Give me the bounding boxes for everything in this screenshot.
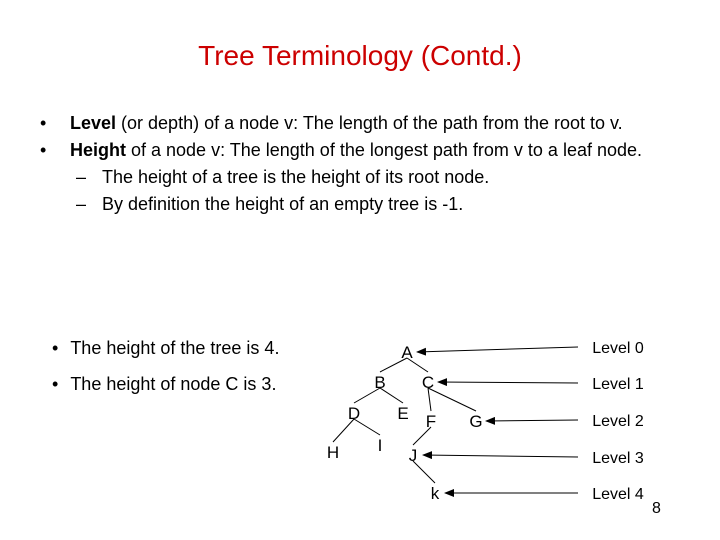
level-arrow-0 (417, 347, 578, 352)
tree-node-a: A (401, 343, 413, 362)
tree-node-f: F (425, 412, 437, 431)
tree-node-g: G (469, 412, 483, 431)
tree-edge-c-g (428, 388, 476, 411)
dash-marker: – (76, 167, 87, 187)
level-arrow-3 (423, 455, 578, 457)
term-height: Height (70, 140, 126, 160)
tree-node-e: E (397, 404, 409, 423)
tree-node-i: I (377, 436, 383, 455)
level-label-3: Level 3 (592, 450, 644, 467)
level-label-4: Level 4 (592, 486, 644, 503)
bullet-marker: • (52, 374, 59, 394)
page-number: 8 (652, 500, 661, 517)
tree-node-c: C (421, 373, 435, 392)
sub-bullet-text: By definition the height of an empty tree is -1. (102, 194, 464, 214)
note-text: The height of node C is 3. (70, 374, 277, 394)
level-arrow-1 (438, 382, 578, 383)
tree-node-b: B (374, 373, 386, 392)
tree-node-d: D (347, 404, 361, 423)
definition-level: (or depth) of a node v: The length of the path from the root to v. (116, 113, 623, 133)
bullet-marker: • (40, 113, 47, 133)
dash-marker: – (76, 194, 87, 214)
sub-bullet-text: The height of a tree is the height of its root node. (102, 167, 490, 187)
term-level: Level (70, 113, 117, 133)
level-label-1: Level 1 (592, 376, 644, 393)
tree-node-k: k (430, 484, 440, 503)
note-text: The height of the tree is 4. (70, 338, 280, 358)
bullet-marker: • (52, 338, 59, 358)
level-label-0: Level 0 (592, 340, 644, 357)
level-label-2: Level 2 (592, 413, 644, 430)
tree-node-j: J (408, 446, 418, 465)
level-arrow-2 (486, 420, 578, 421)
tree-node-h: H (326, 443, 340, 462)
bullet-marker: • (40, 140, 47, 160)
slide-title: Tree Terminology (Contd.) (198, 40, 522, 71)
definition-height: of a node v: The length of the longest path from v to a leaf node. (126, 140, 643, 160)
